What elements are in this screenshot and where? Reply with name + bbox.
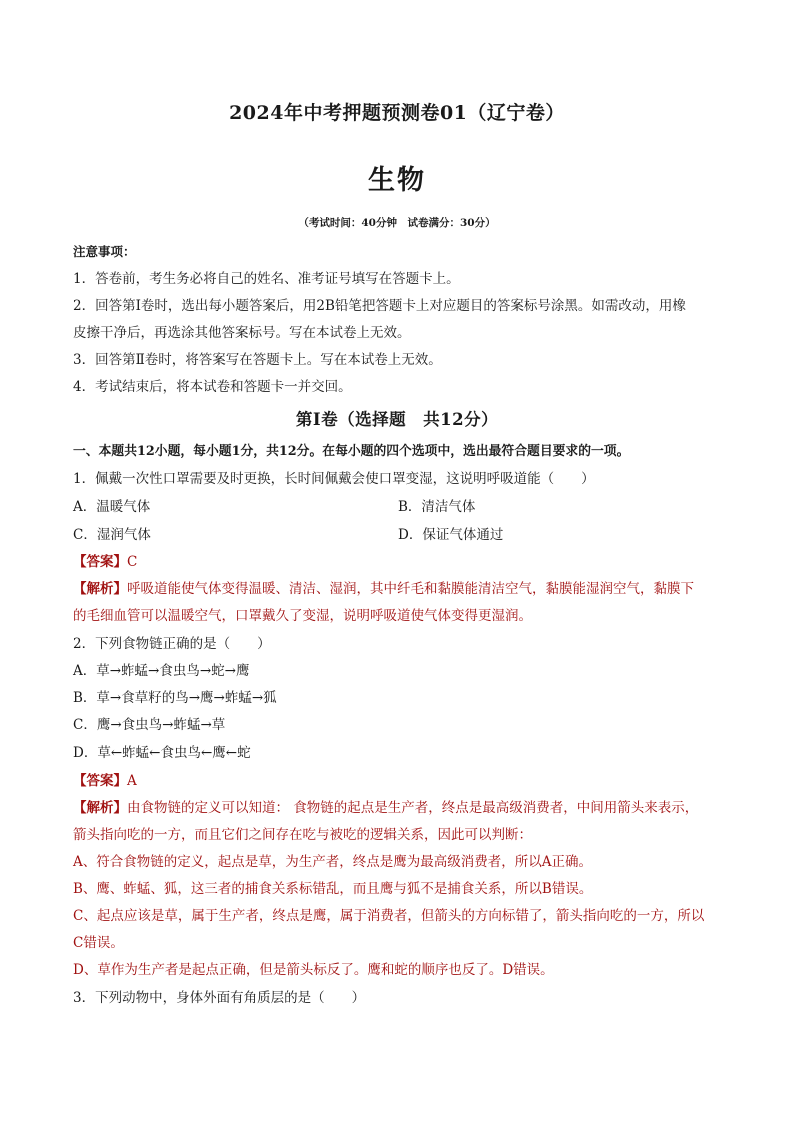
analysis-tag: 【解析】 [73,800,127,816]
q1-option-d: D．保证气体通过 [398,527,504,543]
q2-option-c: C．鹰→食虫鸟→蚱蜢→草 [73,717,226,733]
q1-stem: 1．佩戴一次性口罩需要及时更换，长时间佩戴会使口罩变湿，这说明呼吸道能（ ） [73,471,595,487]
q2-analysis-line: C、起点应该是草，属于生产者，终点是鹰，属于消费者，但箭头的方向标错了，箭头指向吃的一方，所以 [73,908,705,924]
answer-tag: 【答案】 [73,773,127,789]
q2-analysis [73,799,698,817]
note-item: 2．回答第Ⅰ卷时，选出每小题答案后，用2B铅笔把答题卡上对应题目的答案标号涂黑。如需改动，用橡 [73,298,686,314]
q1-option-c: C．湿润气体 [73,527,151,543]
section-title: 第Ⅰ卷（选择题 共12分） [295,410,499,429]
answer-value: C [127,554,138,570]
q2-option-a: A．草→蚱蜢→食虫鸟→蛇→鹰 [73,663,250,679]
answer-tag: 【答案】 [73,554,127,570]
notes-heading: 注意事项： [73,244,136,259]
exam-time-score: （考试时间：40分钟 试卷满分：30分） [298,217,496,229]
q2-answer [73,772,137,790]
analysis-text: 呼吸道能使气体变得温暖、清洁、湿润，其中纤毛和黏膜能清洁空气，黏膜能湿润空气，黏膜下 [127,581,694,597]
q2-analysis-line: 箭头指向吃的一方，而且它们之间存在吃与被吃的逻辑关系，因此可以判断： [73,827,532,843]
q2-option-d: D．草←蚱蜢←食虫鸟←鹰←蛇 [73,745,251,761]
section-instruction: 一、本题共12小题，每小题1分，共12分。在每小题的四个选项中，选出最符合题目要求的一项。 [73,444,630,459]
exam-title: 2024年中考押题预测卷01（辽宁卷） [229,102,565,124]
note-item: 3．回答第Ⅱ卷时，将答案写在答题卡上。写在本试卷上无效。 [73,352,442,368]
q1-analysis-cont: 的毛细血管可以温暖空气，口罩戴久了变湿，说明呼吸道使气体变得更湿润。 [73,608,532,624]
q2-option-b: B．草→食草籽的鸟→鹰→蚱蜢→狐 [73,690,277,706]
q2-analysis-line: C错误。 [73,935,124,951]
q2-analysis-line: B、鹰、蚱蜢、狐，这三者的捕食关系标错乱，而且鹰与狐不是捕食关系，所以B错误。 [73,881,593,897]
subject-title: 生物 [368,165,426,196]
q1-answer [73,553,137,571]
note-item: 1．答卷前，考生务必将自己的姓名、准考证号填写在答题卡上。 [73,271,460,287]
q1-option-b: B．清洁气体 [398,499,476,515]
q3-stem: 3．下列动物中，身体外面有角质层的是（ ） [73,990,366,1006]
note-item: 皮擦干净后，再选涂其他答案标号。写在本试卷上无效。 [73,325,411,341]
q1-analysis [73,580,694,598]
q2-stem: 2．下列食物链正确的是（ ） [73,636,271,652]
analysis-text: 由食物链的定义可以知道： 食物链的起点是生产者，终点是最高级消费者，中间用箭头来表示， [127,800,699,816]
q1-option-a: A．温暖气体 [73,499,151,515]
answer-value: A [127,773,137,789]
q2-analysis-line: D、草作为生产者是起点正确，但是箭头标反了。鹰和蛇的顺序也反了。D错误。 [73,962,554,978]
q2-analysis-line: A、符合食物链的定义，起点是草，为生产者，终点是鹰为最高级消费者，所以A正确。 [73,854,592,870]
note-item: 4．考试结束后，将本试卷和答题卡一并交回。 [73,379,352,395]
analysis-tag: 【解析】 [73,581,127,597]
